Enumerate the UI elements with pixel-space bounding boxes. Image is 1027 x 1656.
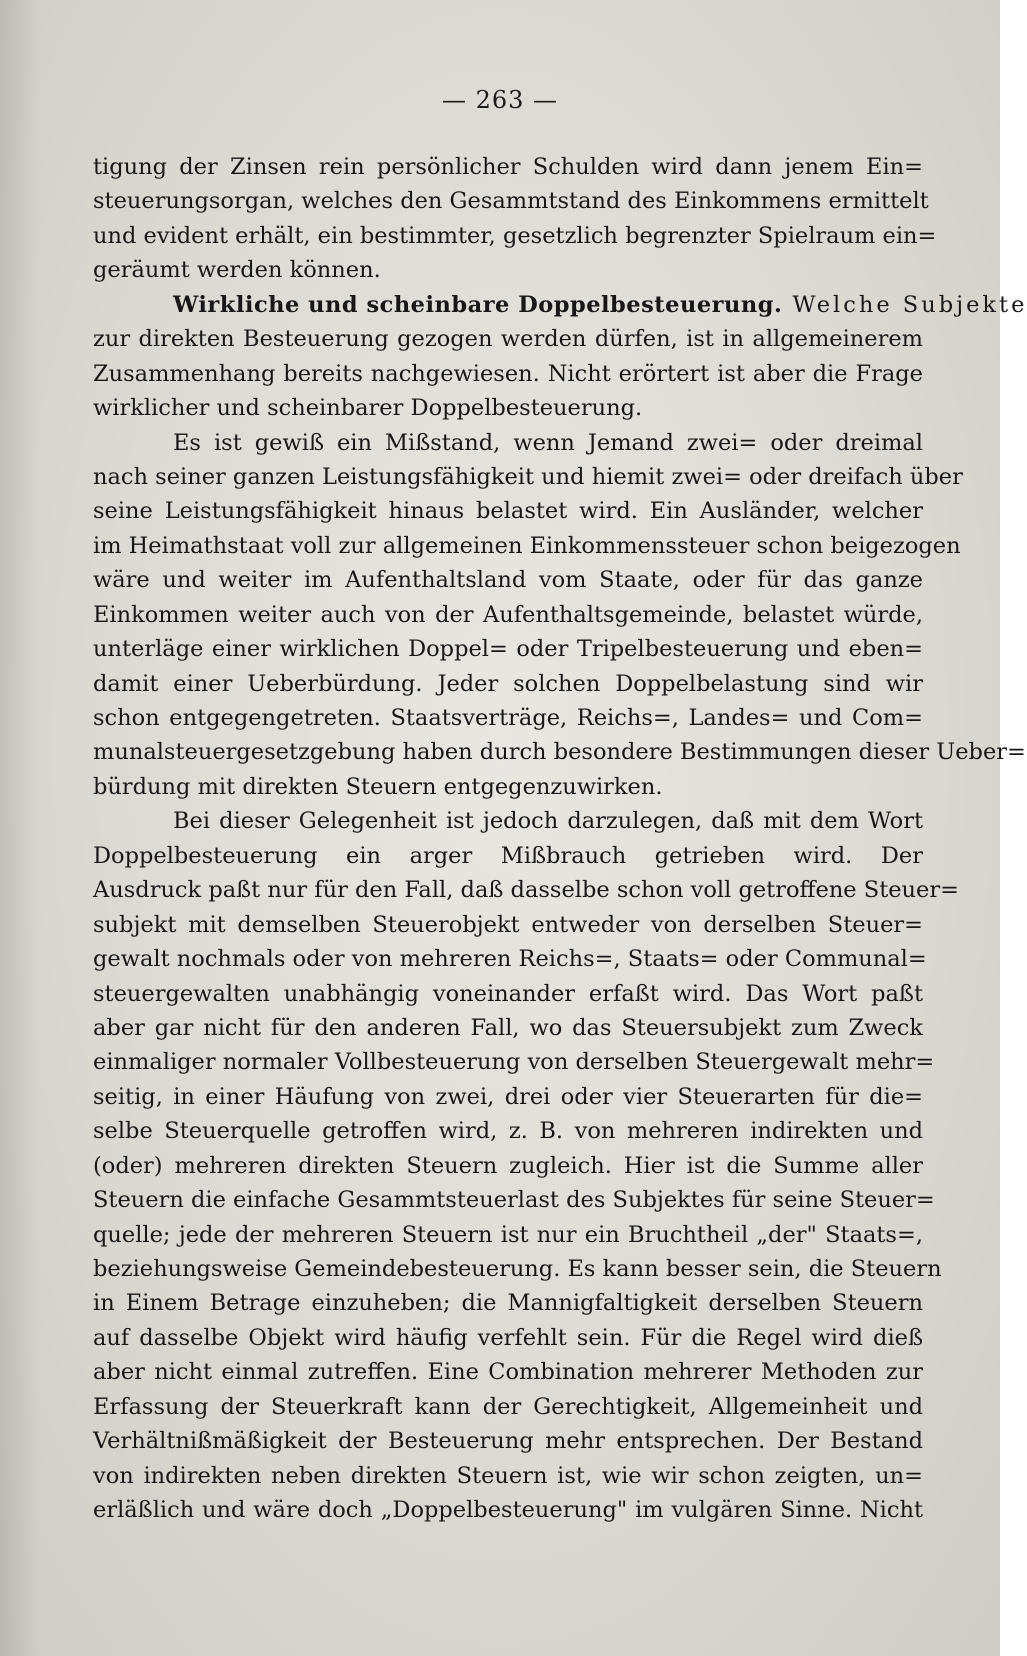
text-line: unterläge einer wirklichen Doppel= oder Tripelbesteuerung und eben= xyxy=(93,636,923,663)
text-line: gewalt nochmals oder von mehreren Reichs=, Staats= oder Communal= xyxy=(93,946,927,973)
text-line: (oder) mehreren direkten Steuern zugleich. Hier ist die Summe aller xyxy=(93,1152,923,1179)
text-line: steuerungsorgan, welches den Gesammtstand des Einkommens ermittelt xyxy=(93,188,929,215)
text-line: Erfassung der Steuerkraft kann der Gerechtigkeit, Allgemeinheit und xyxy=(93,1393,923,1420)
text-line: aber gar nicht für den anderen Fall, wo das Steuersubjekt zum Zweck xyxy=(93,1014,923,1041)
text-line: subjekt mit demselben Steuerobjekt entweder von derselben Steuer= xyxy=(93,911,923,938)
text-line: tigung der Zinsen rein persönlicher Schulden wird dann jenem Ein= xyxy=(93,154,923,180)
section-heading: Wirkliche und scheinbare Doppelbesteuerung. xyxy=(173,291,783,318)
text-line: Bei dieser Gelegenheit ist jedoch darzulegen, daß mit dem Wort xyxy=(173,808,923,835)
text-line: in Einem Betrage einzuheben; die Mannigfaltigkeit derselben Steuern xyxy=(93,1290,923,1317)
text-line: quelle; jede der mehreren Steuern ist nur ein Bruchtheil „der" Staats=, xyxy=(93,1221,923,1248)
text-line: beziehungsweise Gemeindebesteuerung. Es kann besser sein, die Steuern xyxy=(93,1256,942,1282)
text-line: nach seiner ganzen Leistungsfähigkeit und hiemit zwei= oder dreifach über xyxy=(93,463,963,490)
text-line: schon entgegengetreten. Staatsverträge, Reichs=, Landes= und Com= xyxy=(93,705,923,731)
text-line: bürdung mit direkten Steuern entgegenzuwirken. xyxy=(93,773,663,800)
section-heading-line xyxy=(93,288,1027,322)
text-line: damit einer Ueberbürdung. Jeder solchen Doppelbelastung sind wir xyxy=(93,670,923,697)
text-line: Einkommen weiter auch von der Aufenthaltsgemeinde, belastet würde, xyxy=(93,601,923,628)
text-line: Steuern die einfache Gesammtsteuerlast des Subjektes für seine Steuer= xyxy=(93,1187,935,1214)
text-line: selbe Steuerquelle getroffen wird, z. B. von mehreren indirekten und xyxy=(93,1118,923,1145)
text-line: einmaliger normaler Vollbesteuerung von derselben Steuergewalt mehr= xyxy=(93,1049,935,1076)
text-fragment: Welche Subjekte xyxy=(782,291,1027,318)
page-number: — 263 — xyxy=(441,86,559,114)
text-line: geräumt werden können. xyxy=(93,257,381,284)
text-line: Doppelbesteuerung ein arger Mißbrauch getrieben wird. Der xyxy=(93,842,923,869)
text-line: Zusammenhang bereits nachgewiesen. Nicht erörtert ist aber die Frage xyxy=(93,360,923,387)
text-line: wirklicher und scheinbarer Doppelbesteuerung. xyxy=(93,395,643,422)
text-line: auf dasselbe Objekt wird häufig verfehlt sein. Für die Regel wird dieß xyxy=(93,1324,923,1351)
text-line: munalsteuergesetzgebung haben durch besondere Bestimmungen dieser Ueber= xyxy=(93,739,1026,766)
text-line: erläßlich und wäre doch „Doppelbesteuerung" im vulgären Sinne. Nicht xyxy=(93,1497,923,1524)
text-line: steuergewalten unabhängig voneinander erfaßt wird. Das Wort paßt xyxy=(93,980,923,1007)
body-text xyxy=(93,150,1027,1528)
text-line: Verhältnißmäßigkeit der Besteuerung mehr entsprechen. Der Bestand xyxy=(93,1428,923,1455)
text-line: im Heimathstaat voll zur allgemeinen Einkommenssteuer schon beigezogen xyxy=(93,532,961,559)
text-line: Ausdruck paßt nur für den Fall, daß dasselbe schon voll getroffene Steuer= xyxy=(93,877,959,904)
text-line: von indirekten neben direkten Steuern ist, wie wir schon zeigten, un= xyxy=(93,1462,923,1489)
text-line: und evident erhält, ein bestimmter, gesetzlich begrenzter Spielraum ein= xyxy=(93,222,937,249)
text-line: Es ist gewiß ein Mißstand, wenn Jemand zwei= oder dreimal xyxy=(173,429,923,456)
text-line: zur direkten Besteuerung gezogen werden dürfen, ist in allgemeinerem xyxy=(93,326,923,353)
text-line: wäre und weiter im Aufenthaltsland vom Staate, oder für das ganze xyxy=(93,567,923,594)
text-line: seitig, in einer Häufung von zwei, drei oder vier Steuerarten für die= xyxy=(93,1083,923,1110)
text-line: seine Leistungsfähigkeit hinaus belastet wird. Ein Ausländer, welcher xyxy=(93,498,923,525)
text-line: aber nicht einmal zutreffen. Eine Combination mehrerer Methoden zur xyxy=(93,1359,923,1386)
